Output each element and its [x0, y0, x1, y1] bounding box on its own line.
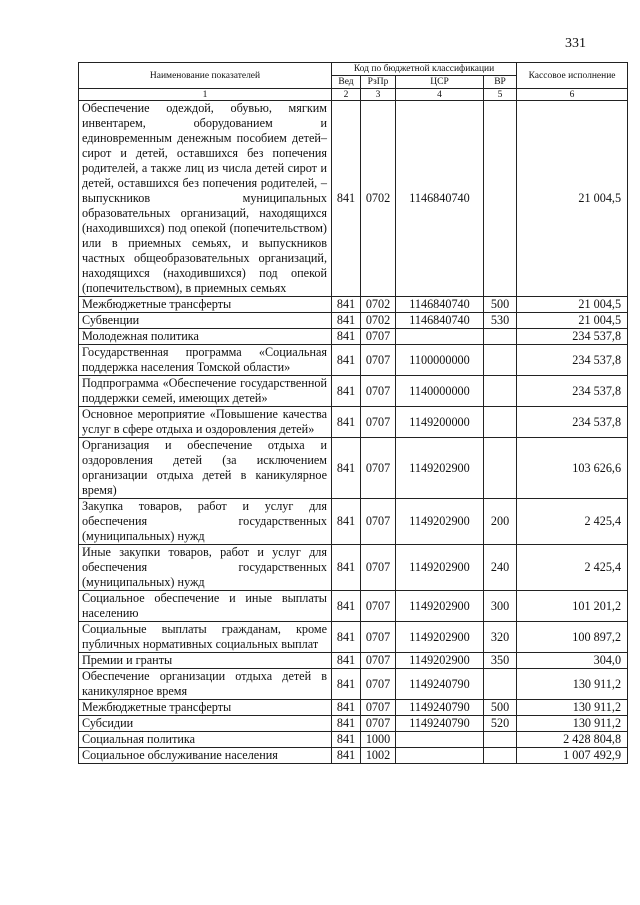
row-name: Премии и гранты [79, 653, 332, 669]
cell-vr: 500 [484, 700, 517, 716]
cell-amount: 130 911,2 [517, 669, 628, 700]
cell-vr [484, 329, 517, 345]
cell-csr [396, 732, 484, 748]
table-row [79, 376, 628, 407]
page-number: 331 [565, 36, 586, 51]
cell-vr [484, 732, 517, 748]
cell-csr: 1149200000 [396, 407, 484, 438]
table-row [79, 748, 628, 764]
table-row [79, 345, 628, 376]
table-row [79, 591, 628, 622]
cell-csr: 1146840740 [396, 313, 484, 329]
cell-rzpr: 0707 [361, 329, 396, 345]
header-csr: ЦСР [396, 76, 484, 89]
cell-csr: 1149202900 [396, 622, 484, 653]
cell-amount: 21 004,5 [517, 297, 628, 313]
table-row [79, 669, 628, 700]
cell-ved: 841 [332, 622, 361, 653]
col-number: 3 [361, 89, 396, 101]
header-ved: Вед [332, 76, 361, 89]
cell-ved: 841 [332, 313, 361, 329]
cell-vr [484, 101, 517, 297]
cell-csr: 1149240790 [396, 700, 484, 716]
table-row [79, 545, 628, 591]
cell-rzpr: 0707 [361, 499, 396, 545]
budget-table [78, 62, 628, 764]
cell-vr: 320 [484, 622, 517, 653]
cell-csr: 1146840740 [396, 101, 484, 297]
cell-rzpr: 0707 [361, 438, 396, 499]
table-row [79, 700, 628, 716]
row-name: Социальное обеспечение и иные выплаты населению [79, 591, 332, 622]
table-row [79, 297, 628, 313]
cell-ved: 841 [332, 653, 361, 669]
cell-csr: 1149202900 [396, 653, 484, 669]
cell-csr [396, 329, 484, 345]
cell-csr: 1100000000 [396, 345, 484, 376]
cell-vr [484, 438, 517, 499]
table-row [79, 438, 628, 499]
col-number: 2 [332, 89, 361, 101]
cell-amount: 21 004,5 [517, 313, 628, 329]
cell-vr [484, 345, 517, 376]
cell-csr [396, 748, 484, 764]
cell-vr: 520 [484, 716, 517, 732]
cell-amount: 234 537,8 [517, 376, 628, 407]
cell-ved: 841 [332, 732, 361, 748]
cell-rzpr: 0702 [361, 313, 396, 329]
cell-ved: 841 [332, 748, 361, 764]
cell-amount: 130 911,2 [517, 700, 628, 716]
cell-amount: 1 007 492,9 [517, 748, 628, 764]
cell-rzpr: 0707 [361, 716, 396, 732]
cell-amount: 103 626,6 [517, 438, 628, 499]
cell-amount: 234 537,8 [517, 329, 628, 345]
cell-csr: 1149240790 [396, 669, 484, 700]
col-number: 5 [484, 89, 517, 101]
cell-ved: 841 [332, 700, 361, 716]
cell-ved: 841 [332, 101, 361, 297]
cell-rzpr: 0707 [361, 407, 396, 438]
header-execution: Кассовое исполнение [517, 63, 628, 89]
cell-csr: 1149202900 [396, 591, 484, 622]
row-name: Социальные выплаты гражданам, кроме публичных нормативных социальных выплат [79, 622, 332, 653]
cell-amount: 100 897,2 [517, 622, 628, 653]
cell-csr: 1140000000 [396, 376, 484, 407]
cell-ved: 841 [332, 297, 361, 313]
row-name: Молодежная политика [79, 329, 332, 345]
table-row [79, 732, 628, 748]
row-name: Межбюджетные трансферты [79, 700, 332, 716]
cell-amount: 2 425,4 [517, 499, 628, 545]
cell-vr [484, 748, 517, 764]
header-code-group: Код по бюджетной классификации [332, 63, 517, 76]
header-vr: ВР [484, 76, 517, 89]
col-number: 1 [79, 89, 332, 101]
cell-ved: 841 [332, 669, 361, 700]
cell-amount: 234 537,8 [517, 345, 628, 376]
cell-amount: 2 425,4 [517, 545, 628, 591]
row-name: Государственная программа «Социальная поддержка населения Томской области» [79, 345, 332, 376]
table-row [79, 407, 628, 438]
cell-vr [484, 376, 517, 407]
cell-csr: 1149202900 [396, 438, 484, 499]
row-name: Межбюджетные трансферты [79, 297, 332, 313]
cell-vr: 500 [484, 297, 517, 313]
cell-ved: 841 [332, 591, 361, 622]
cell-csr: 1149240790 [396, 716, 484, 732]
cell-vr: 240 [484, 545, 517, 591]
cell-rzpr: 0707 [361, 622, 396, 653]
cell-ved: 841 [332, 407, 361, 438]
cell-vr: 300 [484, 591, 517, 622]
cell-amount: 21 004,5 [517, 101, 628, 297]
row-name: Социальная политика [79, 732, 332, 748]
row-name: Субвенции [79, 313, 332, 329]
cell-vr: 530 [484, 313, 517, 329]
cell-csr: 1149202900 [396, 545, 484, 591]
cell-amount: 2 428 804,8 [517, 732, 628, 748]
row-name: Обеспечение организации отдыха детей в каникулярное время [79, 669, 332, 700]
cell-csr: 1146840740 [396, 297, 484, 313]
col-number: 4 [396, 89, 484, 101]
row-name: Подпрограмма «Обеспечение государственной поддержки семей, имеющих детей» [79, 376, 332, 407]
cell-rzpr: 0707 [361, 376, 396, 407]
cell-ved: 841 [332, 329, 361, 345]
cell-amount: 304,0 [517, 653, 628, 669]
table-row [79, 329, 628, 345]
cell-rzpr: 1002 [361, 748, 396, 764]
table-row [79, 101, 628, 297]
row-name: Субсидии [79, 716, 332, 732]
row-name: Организация и обеспечение отдыха и оздоровления детей (за исключением организации отдыха детей в каникулярное время) [79, 438, 332, 499]
table-row [79, 622, 628, 653]
cell-vr: 200 [484, 499, 517, 545]
cell-ved: 841 [332, 545, 361, 591]
header-indicator: Наименование показателей [79, 63, 332, 89]
header-rzpr: РзПр [361, 76, 396, 89]
row-name: Закупка товаров, работ и услуг для обеспечения государственных (муниципальных) нужд [79, 499, 332, 545]
cell-rzpr: 0707 [361, 545, 396, 591]
cell-vr [484, 669, 517, 700]
cell-rzpr: 0707 [361, 653, 396, 669]
cell-rzpr: 0702 [361, 101, 396, 297]
row-name: Иные закупки товаров, работ и услуг для обеспечения государственных (муниципальных) нужд [79, 545, 332, 591]
table-row [79, 716, 628, 732]
table-row [79, 313, 628, 329]
cell-ved: 841 [332, 376, 361, 407]
cell-vr: 350 [484, 653, 517, 669]
cell-rzpr: 0702 [361, 297, 396, 313]
cell-vr [484, 407, 517, 438]
row-name: Социальное обслуживание населения [79, 748, 332, 764]
row-name: Обеспечение одеждой, обувью, мягким инвентарем, оборудованием и единовременным денежным пособием детей–сирот и детей, оставшихся без попечения родителей, а также лиц из числа детей сирот и детей, оставшихся без попечения родителей, – выпускников муниципальных образовательных организаций, находящихся (находившихся) под опекой (попечительством) или в приемных семьях, и выпускников частных общеобразовательных организаций, находящихся (находившихся) под опекой (попечительством), в приемных семьях [79, 101, 332, 297]
cell-rzpr: 1000 [361, 732, 396, 748]
cell-ved: 841 [332, 716, 361, 732]
cell-ved: 841 [332, 438, 361, 499]
row-name: Основное мероприятие «Повышение качества услуг в сфере отдыха и оздоровления детей» [79, 407, 332, 438]
cell-amount: 234 537,8 [517, 407, 628, 438]
cell-rzpr: 0707 [361, 700, 396, 716]
cell-rzpr: 0707 [361, 669, 396, 700]
cell-amount: 130 911,2 [517, 716, 628, 732]
cell-ved: 841 [332, 345, 361, 376]
table-row [79, 653, 628, 669]
cell-rzpr: 0707 [361, 345, 396, 376]
cell-rzpr: 0707 [361, 591, 396, 622]
cell-ved: 841 [332, 499, 361, 545]
table-row [79, 499, 628, 545]
cell-amount: 101 201,2 [517, 591, 628, 622]
col-number: 6 [517, 89, 628, 101]
cell-csr: 1149202900 [396, 499, 484, 545]
